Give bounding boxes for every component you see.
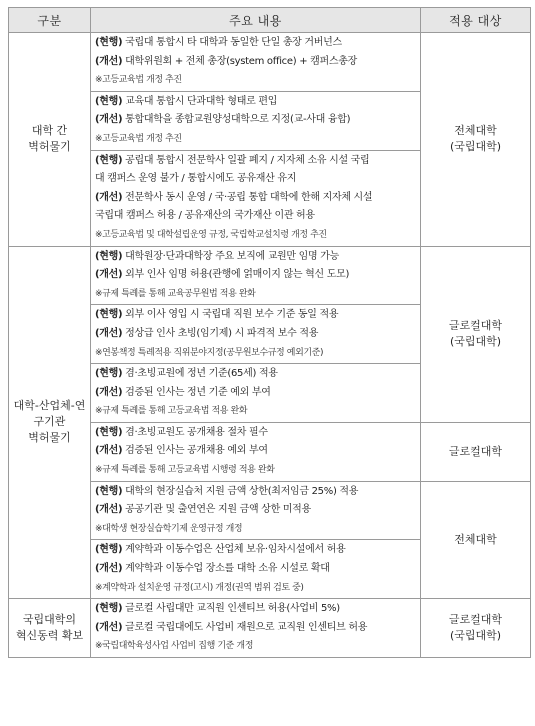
line-text: 국립대 통합시 타 대학과 동일한 단일 총장 거버넌스: [122, 37, 342, 48]
line-text: 글로컬 사립대만 교직원 인센티브 허용(사업비 5%): [122, 603, 340, 615]
content-cell: [91, 599, 421, 658]
status-tag: (현행): [95, 544, 123, 556]
status-tag: (개선): [95, 327, 123, 339]
status-tag: (현행): [95, 368, 123, 380]
line-text: ※규제 특례를 통해 고등교육법 적용 완화: [95, 406, 248, 417]
content-line: [95, 34, 416, 53]
line-text: 국립대 캠퍼스 허용 / 공유재산의 국가재산 이관 허용: [95, 210, 315, 222]
status-tag: (현행): [95, 603, 123, 615]
status-tag: (개선): [95, 504, 123, 516]
content-line: [95, 170, 416, 189]
header-category: 구분: [9, 8, 91, 33]
note-line: [95, 402, 416, 421]
line-text: 계약학과 이동수업은 산업체 보유·임차시설에서 허용: [122, 544, 346, 556]
status-tag: (개선): [95, 269, 123, 281]
line-text: 공립대 통합시 전문학사 일괄 폐지 / 지자체 소유 시설 국립: [122, 154, 370, 166]
status-tag: (현행): [95, 37, 123, 48]
status-tag: (개선): [95, 386, 123, 398]
content-line: [95, 600, 416, 619]
content-line: [95, 93, 416, 112]
content-cell: [91, 364, 421, 423]
status-tag: (현행): [95, 426, 123, 438]
content-line: [95, 111, 416, 130]
content-cell: [91, 305, 421, 364]
content-cell: [91, 33, 421, 92]
note-line: [95, 226, 416, 245]
category-line: 벽허물기: [28, 431, 71, 445]
content-line: [95, 424, 416, 443]
target-cell: [421, 481, 531, 599]
content-line: [95, 560, 416, 579]
table-body: [9, 33, 531, 658]
line-text: 검증된 인사는 정년 기준 예외 부여: [122, 386, 271, 398]
line-text: 정상급 인사 초빙(임기제) 시 파격적 보수 적용: [122, 327, 319, 339]
category-cell: [9, 599, 91, 658]
content-line: [95, 483, 416, 502]
category-line: 벽허물기: [28, 140, 71, 154]
line-text: ※국립대학육성사업 사업비 집행 기준 개정: [95, 641, 253, 652]
line-text: ※고등교육법 개정 추진: [95, 133, 182, 144]
content-line: [95, 541, 416, 560]
content-cell: [91, 422, 421, 481]
line-text: 대학의 현장실습처 지원 금액 상한(최저임금 25%) 적용: [122, 485, 359, 497]
line-text: ※대학생 현장실습학기제 운영규정 개정: [95, 523, 243, 534]
note-line: [95, 520, 416, 539]
header-target: 적용 대상: [421, 8, 531, 33]
table-row: [9, 33, 531, 92]
line-text: ※규제 특례를 통해 교육공무원법 적용 완화: [95, 288, 256, 299]
category-line: 대학-산업체-연: [13, 399, 86, 413]
target-cell: [421, 33, 531, 247]
line-text: 공공기관 및 출연연은 지원 금액 상한 미적용: [122, 504, 311, 516]
status-tag: (개선): [95, 445, 123, 457]
content-line: [95, 501, 416, 520]
line-text: ※고등교육법 개정 추진: [95, 75, 182, 86]
note-line: [95, 461, 416, 480]
status-tag: (개선): [95, 114, 123, 126]
status-tag: (현행): [95, 309, 123, 321]
content-line: [95, 266, 416, 285]
note-line: [95, 344, 416, 363]
content-cell: [91, 246, 421, 305]
content-line: [95, 442, 416, 461]
note-line: [95, 130, 416, 149]
status-tag: (현행): [95, 250, 123, 262]
status-tag: (현행): [95, 154, 123, 166]
line-text: 외부 인사 임명 허용(관행에 얽매이지 않는 혁신 도모): [122, 269, 350, 281]
category-cell: [9, 33, 91, 247]
note-line: [95, 579, 416, 598]
content-line: [95, 248, 416, 267]
content-line: [95, 207, 416, 226]
line-text: ※계약학과 설치운영 규정(고시) 개정(권역 범위 검토 중): [95, 582, 304, 593]
line-text: 대 캠퍼스 운영 불가 / 통합시에도 공유재산 유지: [95, 173, 297, 185]
line-text: 계약학과 이동수업 장소를 대학 소유 시설로 확대: [122, 563, 330, 575]
content-cell: [91, 150, 421, 246]
category-line: 혁신동력 확보: [15, 629, 84, 643]
category-cell: [9, 246, 91, 599]
content-line: [95, 619, 416, 638]
line-text: 대학위원회 + 전체 총장(system office) + 캠퍼스총장: [122, 55, 357, 67]
content-line: [95, 53, 416, 72]
content-line: [95, 325, 416, 344]
status-tag: (개선): [95, 621, 123, 633]
table-row: [9, 599, 531, 658]
line-text: 전문학사 동시 운영 / 국·공립 통합 대학에 한해 지자체 시설: [122, 191, 373, 203]
line-text: 대학원장·단과대학장 주요 보직에 교원만 임명 가능: [122, 250, 339, 262]
target-cell: [421, 246, 531, 422]
line-text: 글로컬 국립대에도 사업비 재원으로 교직원 인센티브 허용: [122, 621, 368, 633]
target-line: 글로컬대학: [448, 444, 503, 458]
content-line: [95, 384, 416, 403]
target-line: (국립대학): [449, 335, 502, 349]
target-line: 전체대학: [454, 532, 497, 546]
target-line: 글로컬대학: [448, 613, 503, 627]
note-line: [95, 285, 416, 304]
target-line: (국립대학): [449, 629, 502, 643]
status-tag: (개선): [95, 55, 123, 67]
content-cell: [91, 91, 421, 150]
line-text: 검증된 인사는 공개채용 예외 부여: [122, 445, 268, 457]
reform-table: [8, 7, 531, 658]
target-line: 글로컬대학: [448, 319, 503, 333]
content-line: [95, 306, 416, 325]
category-line: 대학 간: [31, 124, 68, 138]
content-cell: [91, 540, 421, 599]
status-tag: (현행): [95, 95, 123, 107]
line-text: ※규제 특례를 통해 고등교육법 시행령 적용 완화: [95, 465, 275, 476]
line-text: 겸·초빙교원도 공개채용 절차 필수: [122, 426, 268, 438]
status-tag: (현행): [95, 485, 123, 497]
content-line: [95, 365, 416, 384]
line-text: 외부 이사 영입 시 국립대 직원 보수 기준 동일 적용: [122, 309, 339, 321]
note-line: [95, 637, 416, 656]
line-text: ※고등교육법 및 대학설립운영 규정, 국립학교설치령 개정 추진: [95, 229, 327, 240]
content-line: [95, 189, 416, 208]
category-line: 국립대학의: [22, 613, 77, 627]
line-text: 통합대학을 종합교원양성대학으로 지정(교-사대 융합): [122, 114, 351, 126]
status-tag: (개선): [95, 191, 123, 203]
target-line: 전체대학: [454, 124, 497, 138]
line-text: 겸·초빙교원에 정년 기준(65세) 적용: [122, 368, 278, 380]
note-line: [95, 71, 416, 90]
content-cell: [91, 481, 421, 540]
status-tag: (개선): [95, 563, 123, 575]
content-line: [95, 152, 416, 171]
line-text: ※연봉책정 특례적용 직위분야지정(공무원보수규정 예외기준): [95, 347, 324, 358]
line-text: 교육대 통합시 단과대학 형태로 편입: [122, 95, 278, 107]
header-content: 주요 내용: [91, 8, 421, 33]
header-row: [9, 8, 531, 33]
category-line: 구기관: [33, 415, 66, 429]
target-cell: [421, 422, 531, 481]
table-row: [9, 246, 531, 305]
target-cell: [421, 599, 531, 658]
target-line: (국립대학): [449, 140, 502, 154]
